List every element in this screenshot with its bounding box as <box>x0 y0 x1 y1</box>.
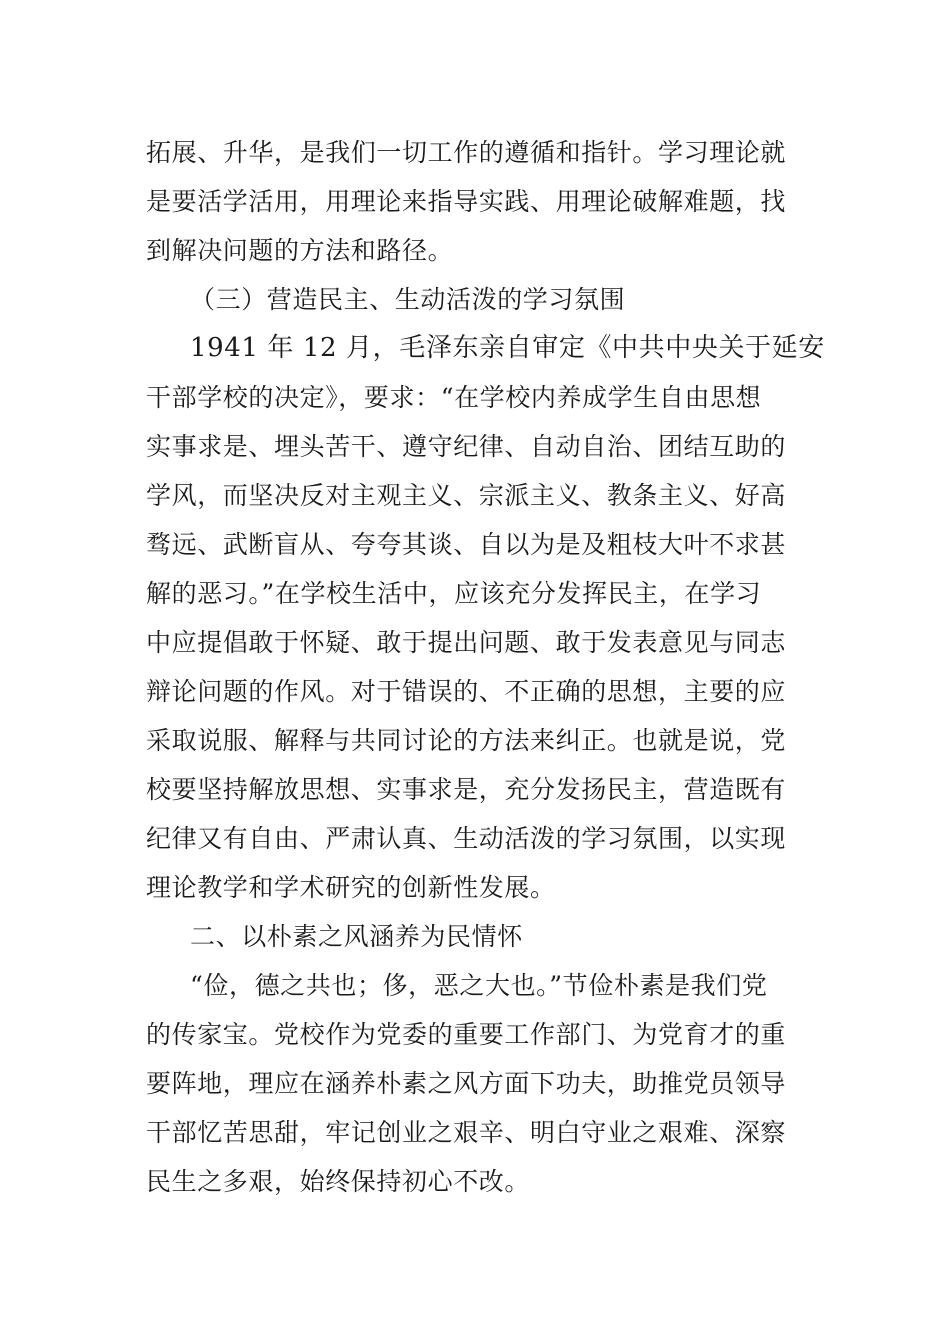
paragraph-line: “俭，德之共也；侈，恶之大也。”节俭朴素是我们党 <box>190 971 768 1000</box>
paragraph-line: 学风，而坚决反对主观主义、宗派主义、教条主义、好高 <box>146 481 787 510</box>
paragraph-line: 民生之多艰，始终保持初心不改。 <box>146 1167 531 1196</box>
paragraph-line: 干部学校的决定》，要求：“在学校内养成学生自由思想 <box>146 383 762 412</box>
paragraph-line: 辩论问题的作风。对于错误的、不正确的思想，主要的应 <box>146 677 787 706</box>
section-heading: （三）营造民主、生动活泼的学习氛围 <box>190 285 626 314</box>
paragraph-line: 1941 年 12 月，毛泽东亲自审定《中共中央关于延安 <box>190 333 825 363</box>
paragraph-line: 骛远、武断盲从、夸夸其谈、自以为是及粗枝大叶不求甚 <box>146 530 787 559</box>
paragraph-line: 是要活学活用，用理论来指导实践、用理论破解难题，找 <box>146 187 787 216</box>
paragraph-line: 纪律又有自由、严肃认真、生动活泼的学习氛围，以实现 <box>146 824 787 853</box>
paragraph-line: 要阵地，理应在涵养朴素之风方面下功夫，助推党员领导 <box>146 1069 787 1098</box>
paragraph-line: 中应提倡敢于怀疑、敢于提出问题、敢于发表意见与同志 <box>146 628 787 657</box>
paragraph-line: 采取说服、解释与共同讨论的方法来纠正。也就是说，党 <box>146 726 787 755</box>
paragraph-line: 解的恶习。”在学校生活中，应该充分发挥民主，在学习 <box>146 579 762 608</box>
paragraph-line: 到解决问题的方法和路径。 <box>146 236 454 265</box>
paragraph-line: 理论教学和学术研究的创新性发展。 <box>146 873 556 902</box>
paragraph-line: 干部忆苦思甜，牢记创业之艰辛、明白守业之艰难、深察 <box>146 1118 787 1147</box>
paragraph-line: 实事求是、埋头苦干、遵守纪律、自动自治、团结互助的 <box>146 432 787 461</box>
paragraph-line: 的传家宝。党校作为党委的重要工作部门、为党育才的重 <box>146 1020 787 1049</box>
paragraph-line: 拓展、升华，是我们一切工作的遵循和指针。学习理论就 <box>146 138 787 167</box>
document-body <box>146 128 825 1206</box>
section-heading: 二、以朴素之风涵养为民情怀 <box>190 922 523 951</box>
paragraph-line: 校要坚持解放思想、实事求是，充分发扬民主，营造既有 <box>146 775 787 804</box>
